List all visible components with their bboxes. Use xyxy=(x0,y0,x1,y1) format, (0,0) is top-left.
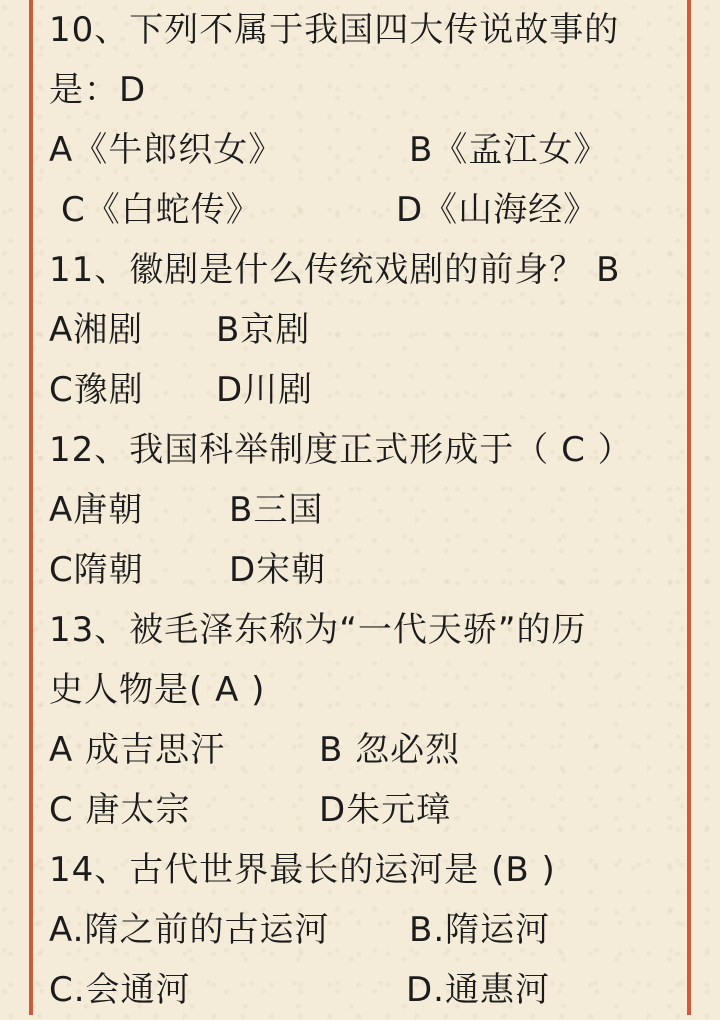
question-12-text: 12、我国科举制度正式形成于（ C ） xyxy=(49,430,633,470)
question-11-option-c: C豫剧 xyxy=(49,370,144,410)
question-14-option-c: C.会通河 xyxy=(49,970,191,1010)
question-10-options-row2 xyxy=(61,180,599,240)
question-12-options-row2 xyxy=(49,540,327,600)
question-13-text-line2: 史人物是( A ) xyxy=(49,670,266,710)
question-12-option-c: C隋朝 xyxy=(49,550,144,590)
question-11-option-a: A湘剧 xyxy=(49,310,144,350)
question-13-option-a: A 成吉思汗 xyxy=(49,730,226,770)
question-14-option-a: A.隋之前的古运河 xyxy=(49,910,330,950)
question-12-option-d: D宋朝 xyxy=(229,550,327,590)
question-13-option-d: D朱元璋 xyxy=(319,790,452,830)
question-14-option-b: B.隋运河 xyxy=(409,910,551,950)
question-13-text-line1: 13、被毛泽东称为“一代天骄”的历 xyxy=(49,610,587,650)
question-10-text-line1: 10、下列不属于我国四大传说故事的 xyxy=(49,10,620,50)
question-10-text-line2: 是：D xyxy=(49,70,147,110)
question-12-options-row1 xyxy=(49,480,324,540)
question-13-option-b: B 忽必烈 xyxy=(319,730,461,770)
question-11-options-row2 xyxy=(49,360,314,420)
question-12-option-b: B三国 xyxy=(229,490,324,530)
left-border-line xyxy=(29,0,33,1015)
question-13-options-row1 xyxy=(49,720,461,780)
question-10-option-c: C《白蛇传》 xyxy=(61,190,261,230)
question-12-option-a: A唐朝 xyxy=(49,490,144,530)
question-14-text: 14、古代世界最长的运河是 (B ) xyxy=(49,850,556,890)
question-10-options-row1 xyxy=(49,120,609,180)
question-13-options-row2 xyxy=(49,780,452,840)
question-11-text: 11、徽剧是什么传统戏剧的前身？ B xyxy=(49,250,621,290)
question-11-option-b: B京剧 xyxy=(216,310,311,350)
question-14-options-row1 xyxy=(49,900,551,960)
question-10-option-b: B《孟江女》 xyxy=(409,130,609,170)
question-11-option-d: D川剧 xyxy=(216,370,314,410)
question-11-options-row1 xyxy=(49,300,311,360)
right-border-line xyxy=(687,0,691,1015)
question-10-option-a: A《牛郎织女》 xyxy=(49,130,284,170)
question-10-option-d: D《山海经》 xyxy=(396,190,599,230)
question-13-option-c: C 唐太宗 xyxy=(49,790,191,830)
question-14-option-d: D.通惠河 xyxy=(406,970,550,1010)
question-14-options-row2 xyxy=(49,960,550,1020)
